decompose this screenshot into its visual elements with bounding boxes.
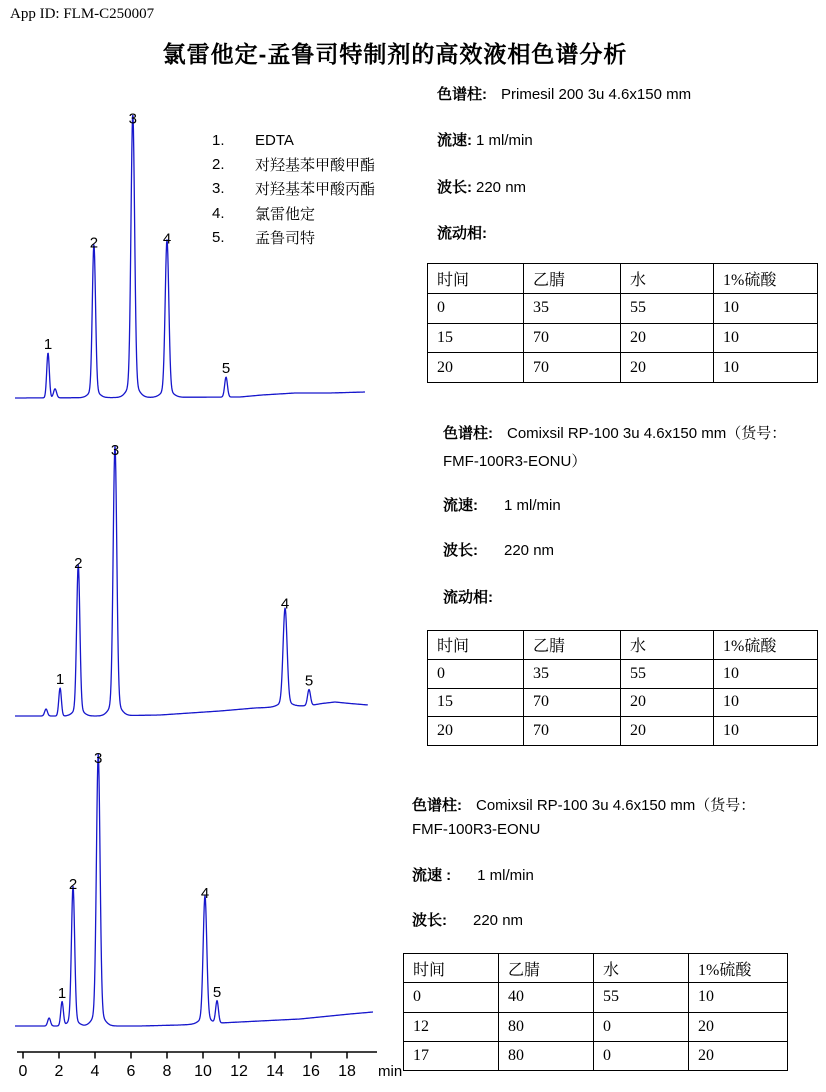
condition-value: 220 nm (504, 542, 555, 559)
table-row (404, 983, 788, 1012)
condition-value: Comixsil RP-100 3u 4.6x150 mm（货号： (476, 797, 756, 814)
condition-label: 色谱柱: (412, 797, 462, 814)
chromatogram-trace (15, 446, 368, 716)
axis-tick-label: 4 (90, 1063, 100, 1080)
table-cell: 40 (499, 983, 594, 1012)
condition-row (412, 821, 540, 838)
table-cell: 70 (524, 717, 621, 746)
axis-tick-label: 18 (338, 1063, 356, 1080)
table-cell: 55 (621, 659, 714, 688)
condition-label: 流速: (437, 132, 472, 149)
condition-value: FMF-100R3-EONU (412, 821, 541, 838)
table-row (428, 688, 818, 717)
condition-row (412, 909, 523, 930)
table-row (428, 323, 818, 353)
peak-label: 3 (110, 441, 120, 459)
condition-row (437, 222, 487, 243)
table-cell: 0 (428, 293, 524, 323)
table-row (404, 1012, 788, 1041)
table-cell: 55 (594, 983, 689, 1012)
axis-tick-label: 12 (230, 1063, 248, 1080)
table-header-row (404, 954, 788, 983)
condition-value: Comixsil RP-100 3u 4.6x150 mm（货号： (507, 425, 787, 442)
condition-row (437, 176, 526, 197)
table-cell: 0 (594, 1012, 689, 1041)
condition-value: 220 nm (476, 179, 527, 196)
table-cell: 20 (428, 353, 524, 383)
mobile-phase-table-3 (403, 953, 788, 1071)
table-cell: 20 (689, 1041, 788, 1070)
condition-label: 流动相: (437, 225, 487, 242)
condition-label: 流速 : (412, 867, 452, 884)
legend-number: 4. (212, 204, 225, 222)
table-cell: 乙腈 (524, 631, 621, 660)
table-row (428, 717, 818, 746)
table-cell: 10 (714, 688, 818, 717)
peak-label: 1 (43, 335, 53, 353)
table-cell: 0 (594, 1041, 689, 1070)
table-cell: 水 (621, 264, 714, 294)
table-header-row (428, 631, 818, 660)
peak-label: 3 (128, 110, 137, 128)
table-cell: 10 (714, 717, 818, 746)
table-cell: 10 (714, 353, 818, 383)
condition-label: 流动相: (443, 589, 493, 606)
table-cell: 20 (428, 717, 524, 746)
legend-label: EDTA (255, 131, 294, 149)
axis-tick-label: 0 (18, 1063, 28, 1080)
table-cell: 1%硫酸 (714, 264, 818, 294)
table-cell: 时间 (428, 264, 524, 294)
condition-value: Primesil 200 3u 4.6x150 mm (501, 86, 692, 103)
condition-row (443, 450, 586, 471)
axis-tick-label: 8 (162, 1063, 172, 1080)
table-cell: 20 (621, 323, 714, 353)
table-cell: 70 (524, 353, 621, 383)
condition-row (443, 494, 561, 515)
chromatogram-trace (15, 116, 365, 398)
table-cell: 17 (404, 1041, 499, 1070)
condition-row (443, 422, 786, 443)
axis-tick-label: 10 (194, 1063, 212, 1080)
axis-tick-label: 14 (266, 1063, 284, 1080)
peak-label: 5 (212, 984, 222, 1002)
table-cell: 20 (621, 688, 714, 717)
axis-tick-label: 6 (126, 1063, 136, 1080)
condition-label: 色谱柱: (443, 425, 493, 442)
table-header-row (428, 264, 818, 294)
table-row (428, 659, 818, 688)
chromatogram-1 (0, 100, 400, 410)
condition-label: 波长: (412, 912, 447, 929)
condition-row (412, 794, 755, 815)
condition-value: 1 ml/min (504, 497, 561, 514)
table-cell: 10 (714, 323, 818, 353)
table-cell: 15 (428, 323, 524, 353)
legend-number: 3. (212, 180, 225, 198)
peak-label: 4 (280, 595, 290, 613)
time-axis (0, 1040, 420, 1092)
condition-label: 流速: (443, 497, 478, 514)
condition-row (437, 129, 533, 150)
chromatogram-3 (0, 750, 400, 1040)
legend-label: 对羟基苯甲酸丙酯 (255, 181, 376, 199)
table-cell: 70 (524, 323, 621, 353)
table-cell: 乙腈 (499, 954, 594, 983)
page-title: 氯雷他定-孟鲁司特制剂的高效液相色谱分析 (162, 41, 628, 67)
table-cell: 35 (524, 293, 621, 323)
table-cell: 20 (621, 353, 714, 383)
peak-label: 3 (94, 750, 103, 767)
legend-number: 5. (212, 229, 225, 247)
table-row (404, 1041, 788, 1070)
table-row (428, 353, 818, 383)
condition-label: 波长: (443, 542, 478, 559)
table-cell: 1%硫酸 (689, 954, 788, 983)
peak-label: 1 (55, 671, 65, 688)
peak-label: 2 (89, 234, 99, 252)
table-cell: 水 (594, 954, 689, 983)
table-cell: 0 (428, 659, 524, 688)
table-cell: 15 (428, 688, 524, 717)
condition-label: 波长: (437, 179, 472, 196)
table-cell: 12 (404, 1012, 499, 1041)
axis-unit-label: min (378, 1063, 403, 1080)
peak-label: 5 (304, 672, 314, 690)
table-cell: 1%硫酸 (714, 631, 818, 660)
condition-row (443, 539, 554, 560)
table-cell: 80 (499, 1041, 594, 1070)
axis-tick-label: 2 (54, 1063, 64, 1080)
table-cell: 70 (524, 688, 621, 717)
table-cell: 乙腈 (524, 264, 621, 294)
peak-label: 4 (162, 230, 172, 248)
table-cell: 时间 (428, 631, 524, 660)
condition-value: 1 ml/min (477, 867, 534, 884)
table-cell: 10 (714, 293, 818, 323)
legend-number: 2. (212, 156, 225, 174)
peak-label: 1 (57, 985, 67, 1002)
table-row (428, 293, 818, 323)
chromatogram-2 (0, 430, 400, 730)
condition-value: FMF-100R3-EONU） (443, 453, 587, 470)
mobile-phase-table-2 (427, 630, 818, 746)
legend-label: 氯雷他定 (255, 205, 316, 223)
peak-label: 2 (74, 555, 83, 572)
table-cell: 35 (524, 659, 621, 688)
app-id: App ID: FLM-C250007 (10, 6, 155, 22)
table-cell: 20 (621, 717, 714, 746)
table-cell: 20 (689, 1012, 788, 1041)
axis-tick-label: 16 (302, 1063, 320, 1080)
table-cell: 10 (714, 659, 818, 688)
mobile-phase-table-1 (427, 263, 818, 383)
peak-label: 4 (200, 884, 210, 902)
condition-label: 色谱柱: (437, 86, 487, 103)
table-cell: 55 (621, 293, 714, 323)
table-cell: 水 (621, 631, 714, 660)
table-cell: 时间 (404, 954, 499, 983)
peak-label: 5 (221, 360, 231, 378)
peak-label: 2 (68, 876, 78, 893)
legend-label: 孟鲁司特 (255, 230, 316, 248)
table-cell: 0 (404, 983, 499, 1012)
legend-label: 对羟基苯甲酸甲酯 (255, 157, 376, 175)
condition-row (443, 586, 493, 607)
table-cell: 80 (499, 1012, 594, 1041)
condition-value: 220 nm (473, 912, 524, 929)
condition-row (412, 864, 534, 885)
condition-value: 1 ml/min (476, 132, 533, 149)
condition-row (437, 83, 691, 104)
table-cell: 10 (689, 983, 788, 1012)
legend-number: 1. (212, 131, 225, 149)
